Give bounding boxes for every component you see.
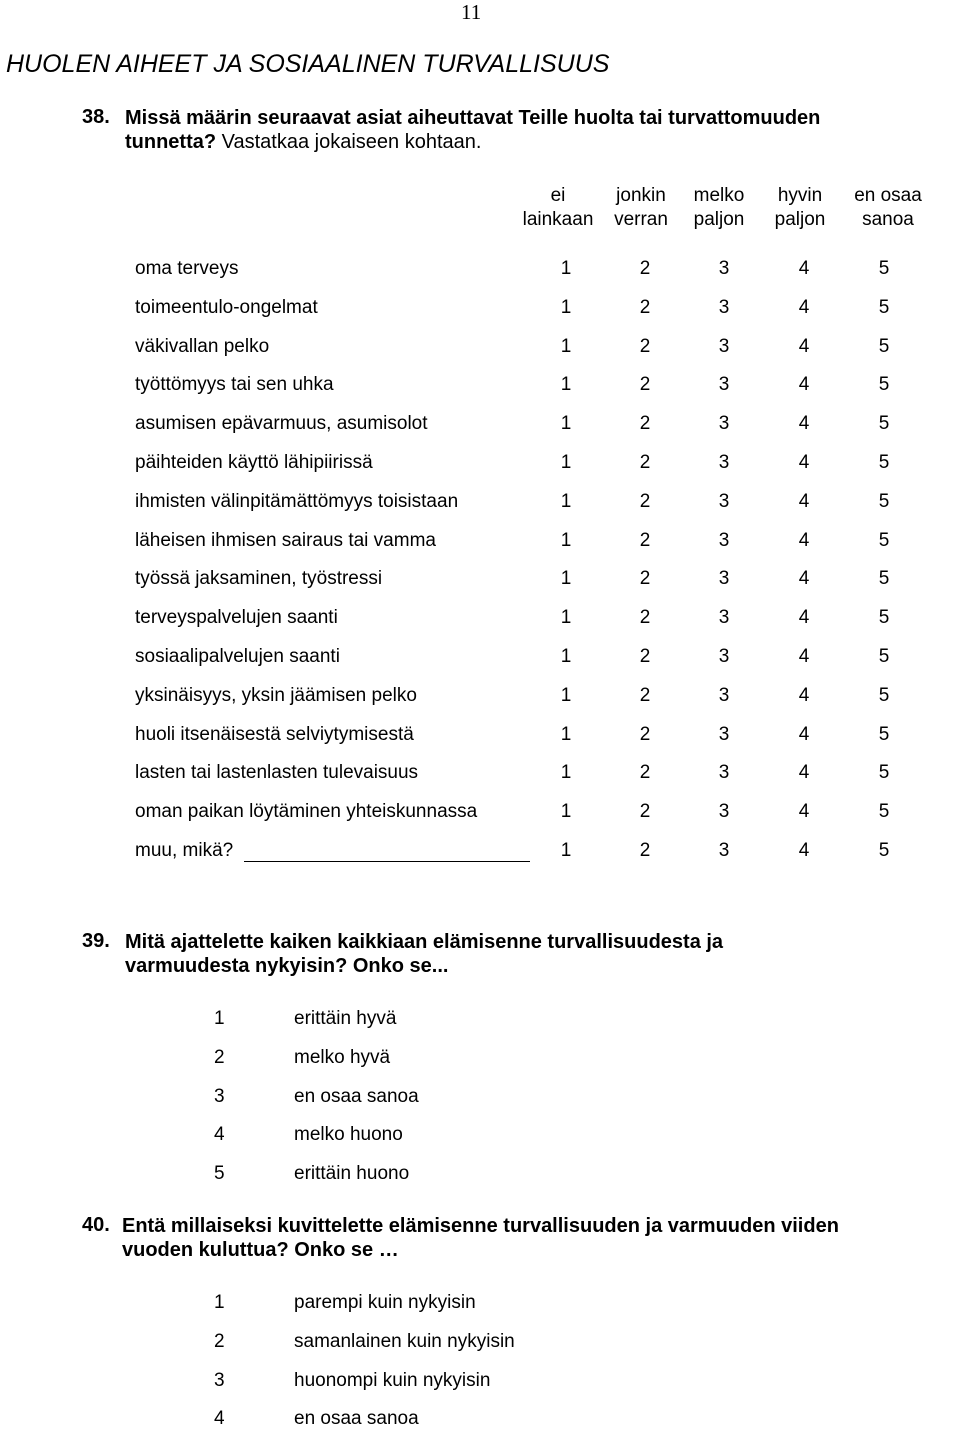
scale-option[interactable]: 3 xyxy=(718,684,730,706)
option-label: en osaa sanoa xyxy=(294,1408,419,1430)
scale-option[interactable]: 1 xyxy=(560,762,572,784)
option-label: erittäin hyvä xyxy=(294,1008,397,1029)
scale-option[interactable]: 1 xyxy=(560,296,572,318)
scale-option[interactable]: 1 xyxy=(560,413,572,435)
scale-option[interactable]: 1 xyxy=(560,607,572,629)
item-label: asumisen epävarmuus, asumisolot xyxy=(135,413,428,435)
scale-option[interactable]: 5 xyxy=(878,490,890,512)
option-label: melko huono xyxy=(294,1124,403,1146)
option-label: en osaa sanoa xyxy=(294,1085,419,1107)
scale-option[interactable]: 2 xyxy=(639,258,651,279)
page-number: 11 xyxy=(461,0,482,24)
item-label: ihmisten välinpitämättömyys toisistaan xyxy=(135,490,459,512)
scale-option[interactable]: 1 xyxy=(560,568,572,590)
column-header-line: ei xyxy=(550,185,566,206)
item-label: työttömyys tai sen uhka xyxy=(135,374,334,396)
scale-option[interactable]: 3 xyxy=(718,723,730,745)
scale-option[interactable]: 3 xyxy=(718,529,730,551)
scale-option[interactable]: 4 xyxy=(798,568,810,590)
scale-option[interactable]: 4 xyxy=(798,490,810,512)
scale-option[interactable]: 3 xyxy=(718,801,730,823)
q39-question xyxy=(125,930,723,978)
item-label: yksinäisyys, yksin jäämisen pelko xyxy=(135,684,417,706)
item-label: terveyspalvelujen saanti xyxy=(135,607,338,629)
column-header-line: paljon xyxy=(693,209,745,230)
scale-option[interactable]: 5 xyxy=(878,413,890,435)
scale-option[interactable]: 5 xyxy=(878,762,890,784)
scale-option[interactable]: 3 xyxy=(718,374,730,396)
option-label: samanlainen kuin nykyisin xyxy=(294,1330,515,1352)
scale-option[interactable]: 5 xyxy=(878,452,890,473)
scale-option[interactable]: 3 xyxy=(718,335,730,357)
option-number[interactable]: 3 xyxy=(214,1085,225,1107)
scale-option[interactable]: 5 xyxy=(878,684,890,706)
scale-option[interactable]: 1 xyxy=(560,490,572,512)
scale-option[interactable]: 3 xyxy=(718,607,730,629)
column-header-line: paljon xyxy=(774,209,826,230)
item-label: huoli itsenäisestä selviytymisestä xyxy=(135,723,414,745)
scale-option[interactable]: 5 xyxy=(878,607,890,629)
scale-option[interactable]: 2 xyxy=(639,762,651,784)
q40-number: 40. xyxy=(82,1214,110,1236)
scale-option[interactable]: 1 xyxy=(560,646,572,667)
scale-option[interactable]: 5 xyxy=(878,568,890,590)
item-label: oman paikan löytäminen yhteiskunnassa xyxy=(135,801,478,823)
scale-option[interactable]: 4 xyxy=(798,529,810,551)
option-label: parempi kuin nykyisin xyxy=(294,1292,476,1313)
scale-option[interactable]: 2 xyxy=(639,490,651,512)
item-label: oma terveys xyxy=(135,258,239,279)
scale-option[interactable]: 5 xyxy=(878,529,890,551)
scale-option[interactable]: 1 xyxy=(560,335,572,357)
scale-option[interactable]: 3 xyxy=(718,490,730,512)
scale-option[interactable]: 4 xyxy=(798,762,810,784)
q38-text-line2-bold: tunnetta? xyxy=(125,131,217,153)
scale-option[interactable]: 1 xyxy=(560,452,572,473)
column-header-line: melko xyxy=(693,185,745,206)
scale-option[interactable]: 3 xyxy=(718,568,730,590)
scale-option[interactable]: 5 xyxy=(878,258,890,279)
scale-option[interactable]: 1 xyxy=(560,258,572,279)
scale-option[interactable]: 2 xyxy=(639,374,651,396)
column-header-line: verran xyxy=(614,209,668,230)
scale-option[interactable]: 3 xyxy=(718,840,730,861)
scale-option[interactable]: 5 xyxy=(878,840,890,861)
item-label: väkivallan pelko xyxy=(135,335,270,357)
scale-option[interactable]: 2 xyxy=(639,801,651,823)
scale-option[interactable]: 4 xyxy=(798,646,810,667)
scale-option[interactable]: 4 xyxy=(798,374,810,396)
scale-option[interactable]: 4 xyxy=(798,607,810,629)
scale-option[interactable]: 3 xyxy=(718,452,730,473)
column-header-line: jonkin xyxy=(616,185,666,206)
q39-text-line1: Mitä ajattelette kaiken kaikkiaan elämisenne turvallisuudesta ja xyxy=(125,931,724,953)
q38-text-line2-instruction: Vastatkaa jokaiseen kohtaan. xyxy=(216,131,482,153)
item-label: lasten tai lastenlasten tulevaisuus xyxy=(135,762,419,784)
option-number[interactable]: 1 xyxy=(214,1008,225,1029)
option-number[interactable]: 2 xyxy=(214,1046,225,1068)
scale-option[interactable]: 1 xyxy=(560,684,572,706)
scale-option[interactable]: 2 xyxy=(639,607,651,629)
option-label: huonompi kuin nykyisin xyxy=(294,1369,491,1391)
option-label: melko hyvä xyxy=(294,1046,391,1068)
scale-option[interactable]: 4 xyxy=(798,801,810,823)
scale-option[interactable]: 1 xyxy=(560,374,572,396)
scale-option[interactable]: 1 xyxy=(560,529,572,551)
q38-question xyxy=(125,106,820,154)
scale-option[interactable]: 3 xyxy=(718,413,730,435)
scale-option[interactable]: 4 xyxy=(798,258,810,279)
scale-option[interactable]: 4 xyxy=(798,684,810,706)
scale-option[interactable]: 4 xyxy=(798,296,810,318)
scale-option[interactable]: 2 xyxy=(639,296,651,318)
option-number[interactable]: 4 xyxy=(214,1408,225,1430)
scale-option[interactable]: 2 xyxy=(639,413,651,435)
scale-option[interactable]: 1 xyxy=(560,840,572,861)
scale-option[interactable]: 1 xyxy=(560,801,572,823)
scale-option[interactable]: 4 xyxy=(798,335,810,357)
option-number[interactable]: 1 xyxy=(214,1292,225,1313)
scale-option[interactable]: 4 xyxy=(798,413,810,435)
scale-option[interactable]: 2 xyxy=(639,529,651,551)
q40-text-line1: Entä millaiseksi kuvittelette elämisenne turvallisuuden ja varmuuden viiden xyxy=(122,1215,839,1237)
scale-option[interactable]: 3 xyxy=(718,762,730,784)
column-header-line: hyvin xyxy=(777,185,823,206)
scale-option[interactable]: 5 xyxy=(878,374,890,396)
option-label: erittäin huono xyxy=(294,1163,410,1185)
item-label: työssä jaksaminen, työstressi xyxy=(135,568,383,590)
scale-option[interactable]: 2 xyxy=(639,646,651,667)
scale-option[interactable]: 5 xyxy=(878,646,890,667)
item-label: sosiaalipalvelujen saanti xyxy=(135,646,340,667)
scale-option[interactable]: 3 xyxy=(718,258,730,279)
scale-option[interactable]: 4 xyxy=(798,723,810,745)
scale-option[interactable]: 2 xyxy=(639,723,651,745)
scale-option[interactable]: 3 xyxy=(718,646,730,667)
column-header-line: lainkaan xyxy=(522,209,594,230)
scale-option[interactable]: 2 xyxy=(639,335,651,357)
item-label: toimeentulo-ongelmat xyxy=(135,296,318,318)
option-number[interactable]: 5 xyxy=(214,1163,225,1185)
scale-option[interactable]: 1 xyxy=(560,723,572,745)
scale-option[interactable]: 5 xyxy=(878,723,890,745)
item-label: muu, mikä? xyxy=(135,840,234,861)
scale-option[interactable]: 4 xyxy=(798,840,810,861)
q40-text-line2: vuoden kuluttua? Onko se … xyxy=(122,1239,399,1261)
scale-option[interactable]: 4 xyxy=(798,452,810,473)
scale-option[interactable]: 5 xyxy=(878,335,890,357)
q39-number: 39. xyxy=(82,930,110,952)
scale-option[interactable]: 2 xyxy=(639,452,651,473)
q40-question xyxy=(122,1214,839,1262)
other-specify-blank[interactable] xyxy=(244,861,530,862)
scale-option[interactable]: 3 xyxy=(718,296,730,318)
option-number[interactable]: 2 xyxy=(214,1330,225,1352)
scale-option[interactable]: 2 xyxy=(639,684,651,706)
option-number[interactable]: 4 xyxy=(214,1124,225,1146)
q38-number: 38. xyxy=(82,106,110,128)
scale-option[interactable]: 5 xyxy=(878,801,890,823)
column-header-5 xyxy=(838,184,938,232)
scale-option[interactable]: 2 xyxy=(639,840,651,861)
section-title: HUOLEN AIHEET JA SOSIAALINEN TURVALLISUUS xyxy=(6,50,610,78)
scale-option[interactable]: 5 xyxy=(878,296,890,318)
scale-option[interactable]: 2 xyxy=(639,568,651,590)
q38-text-line1: Missä määrin seuraavat asiat aiheuttavat Teille huolta tai turvattomuuden xyxy=(125,107,821,129)
item-label: päihteiden käyttö lähipiirissä xyxy=(135,452,373,473)
column-header-4 xyxy=(750,184,850,232)
option-number[interactable]: 3 xyxy=(214,1369,225,1391)
q39-text-line2: varmuudesta nykyisin? Onko se... xyxy=(125,955,449,977)
column-header-line: sanoa xyxy=(862,209,914,230)
column-header-line: en osaa xyxy=(854,185,922,206)
item-label: läheisen ihmisen sairaus tai vamma xyxy=(135,529,436,551)
